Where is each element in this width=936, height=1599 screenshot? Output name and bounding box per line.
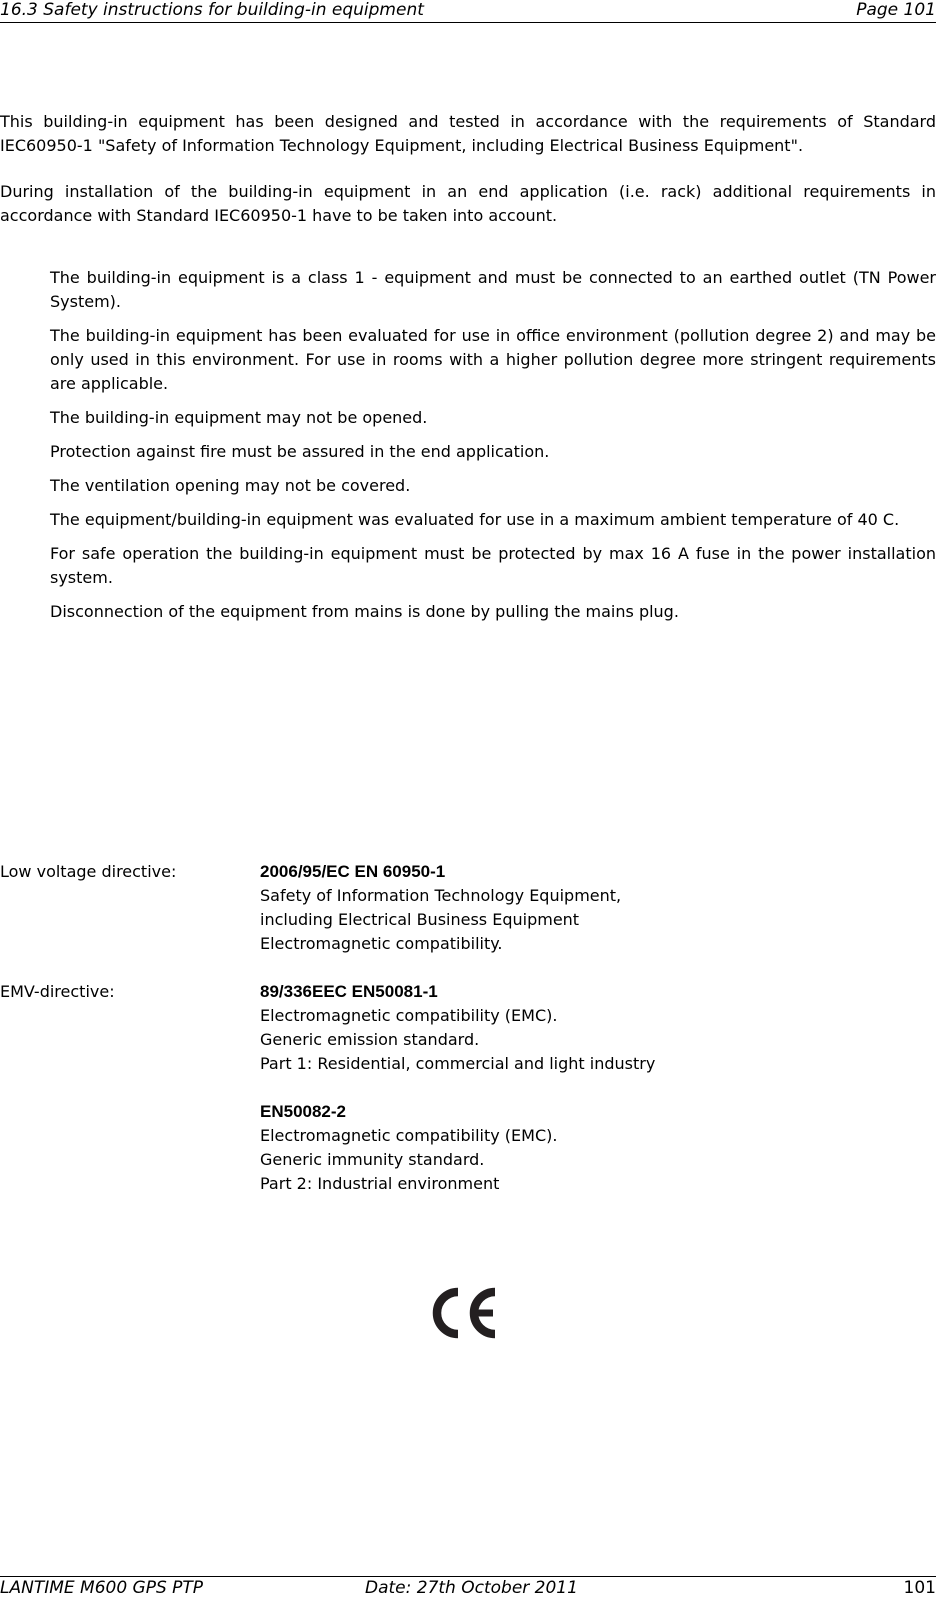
page-number: 101: [903, 1578, 936, 1598]
standard-description: Generic emission standard.: [260, 1030, 480, 1049]
standard-description: Safety of Information Technology Equipment,: [260, 886, 622, 905]
standard-description: Generic immunity standard.: [260, 1150, 485, 1169]
standard-group: [260, 1100, 936, 1196]
safety-instructions-list: [50, 266, 936, 634]
standard-description: Part 1: Residential, commercial and light industry: [260, 1054, 656, 1073]
standard-description: including Electrical Business Equipment: [260, 910, 580, 929]
directive-label: EMV-directive:: [0, 982, 115, 1001]
page-label: Page 101: [856, 0, 936, 20]
directives-section: [0, 860, 936, 1196]
ce-mark-icon: [425, 1283, 505, 1343]
instruction-item: For safe operation the building-in equipment must be protected by max 16 A fuse in the power installation system.: [50, 544, 936, 587]
instruction-item: The building-in equipment has been evaluated for use in office environment (pollution degree 2) and may be only used in this environment. For use in rooms with a higher pollution degree more stringent requirements are applicable.: [50, 326, 936, 393]
instruction-item: The ventilation opening may not be covered.: [50, 476, 411, 495]
standard-description: Electromagnetic compatibility.: [260, 934, 503, 953]
instruction-item: The equipment/building-in equipment was evaluated for use in a maximum ambient temperature of 40 C.: [50, 510, 900, 529]
intro-paragraph: This building-in equipment has been designed and tested in accordance with the requirements of Standard IEC60950-1 "Safety of Information Technology Equipment, including Electrical Business Equipment".: [0, 112, 936, 155]
standard-code: 89/336EEC EN50081-1: [260, 982, 438, 1001]
directive-body: [260, 860, 936, 956]
page-header: [0, 0, 936, 23]
standard-group: [260, 980, 936, 1076]
instruction-item: The building-in equipment may not be opened.: [50, 408, 428, 427]
standard-description: Part 2: Industrial environment: [260, 1174, 500, 1193]
instruction-item: Protection against fire must be assured in the end application.: [50, 442, 550, 461]
document-date: Date: 27th October 2011: [365, 1578, 578, 1598]
section-title: 16.3 Safety instructions for building-in equipment: [0, 0, 424, 20]
emv-directive: [0, 980, 936, 1196]
standard-description: Electromagnetic compatibility (EMC).: [260, 1126, 558, 1145]
directive-body: [260, 980, 936, 1196]
standard-description: Electromagnetic compatibility (EMC).: [260, 1006, 558, 1025]
instruction-item: The building-in equipment is a class 1 - equipment and must be connected to an earthed outlet (TN Power System).: [50, 268, 936, 311]
intro-paragraph: During installation of the building-in equipment in an end application (i.e. rack) additional requirements in accordance with Standard IEC60950-1 have to be taken into account.: [0, 182, 936, 225]
standard-code: EN50082-2: [260, 1102, 347, 1121]
instruction-item: Disconnection of the equipment from mains is done by pulling the mains plug.: [50, 602, 679, 621]
page-footer: [0, 1576, 936, 1599]
product-name: LANTIME M600 GPS PTP: [0, 1578, 204, 1598]
directive-label: Low voltage directive:: [0, 862, 177, 881]
low-voltage-directive: [0, 860, 936, 956]
standard-code: 2006/95/EC EN 60950-1: [260, 862, 446, 881]
